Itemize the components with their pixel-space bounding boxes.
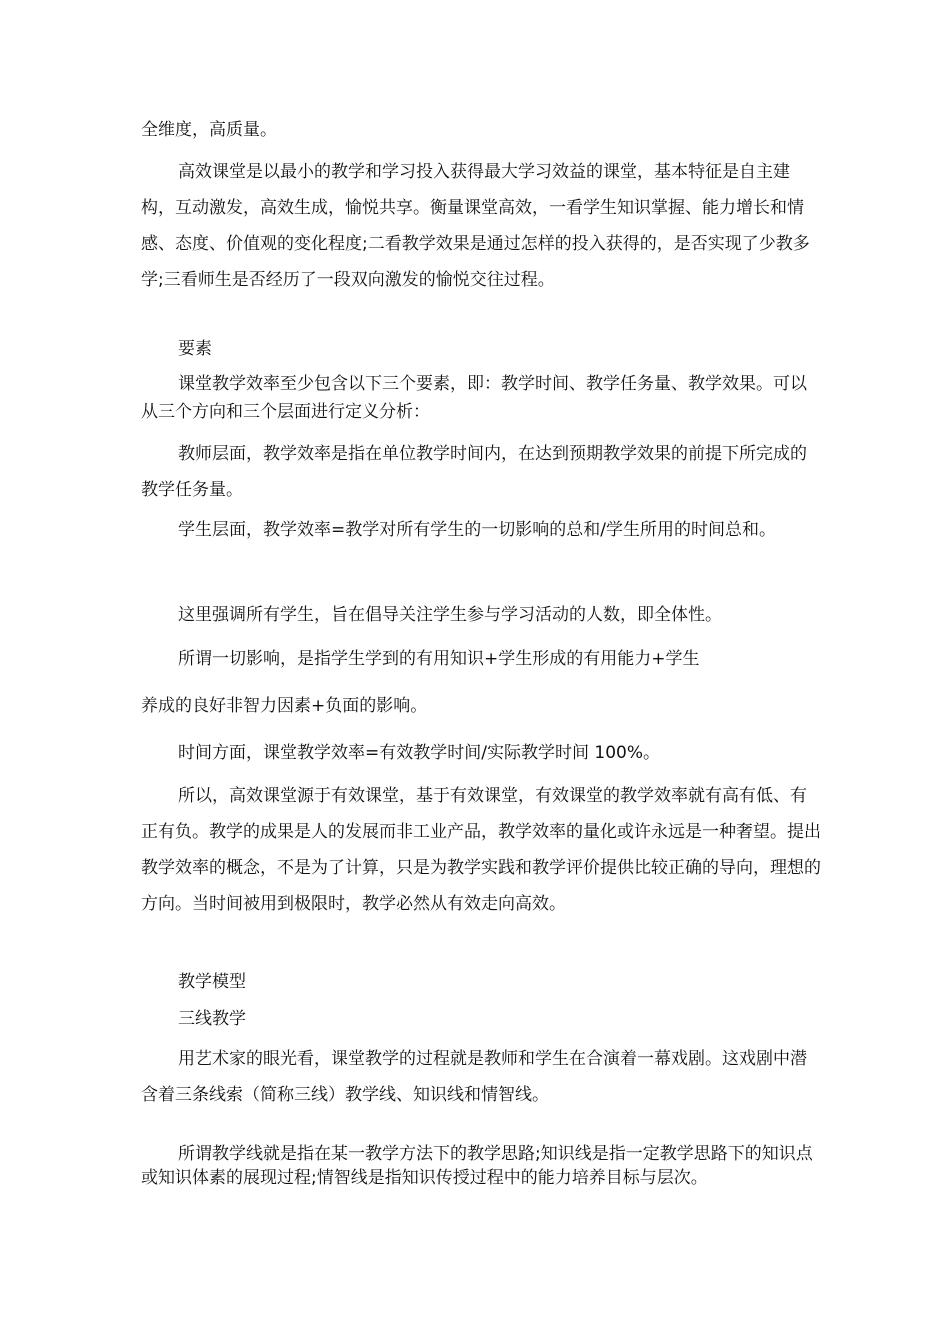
paragraph-all-influence: 所谓一切影响，是指学生学到的有用知识+学生形成的有用能力+学生 — [178, 649, 700, 669]
paragraph-all-students: 这里强调所有学生，旨在倡导关注学生参与学习活动的人数，即全体性。 — [178, 605, 722, 625]
heading-teaching-model: 教学模型 — [178, 972, 246, 992]
heading-elements: 要素 — [178, 339, 212, 359]
paragraph-intro-fragment: 全维度，高质量。 — [141, 120, 277, 140]
paragraph-drama-metaphor: 用艺术家的眼光看，课堂教学的过程就是教师和学生在合演着一幕戏剧。这戏剧中潜含着三条线索（简称三线）教学线、知识线和情智线。 — [141, 1049, 807, 1105]
paragraph-time-aspect: 时间方面，课堂教学效率=有效教学时间/实际教学时间 100%。 — [178, 743, 660, 763]
paragraph-three-elements: 课堂教学效率至少包含以下三个要素，即：教学时间、教学任务量、教学效果。可以从三个方向和三个层面进行定义分析： — [141, 374, 807, 422]
heading-three-lines: 三线教学 — [178, 1009, 246, 1029]
paragraph-three-lines-definition: 所谓教学线就是指在某一教学方法下的教学思路;知识线是指一定教学思路下的知识点或知识体素的展现过程;情智线是指知识传授过程中的能力培养目标与层次。 — [141, 1144, 813, 1188]
paragraph-efficient-classroom: 高效课堂是以最小的教学和学习投入获得最大学习效益的课堂，基本特征是自主建构，互动激发，高效生成，愉悦共享。衡量课堂高效，一看学生知识掌握、能力增长和情感、态度、价值观的变化程度;二看教学效果是通过怎样的投入获得的，是否实现了少教多学;三看师生是否经历了一段双向激发的愉悦交往过程。 — [141, 162, 810, 290]
paragraph-all-influence-cont: 养成的良好非智力因素+负面的影响。 — [141, 696, 428, 716]
paragraph-conclusion: 所以，高效课堂源于有效课堂，基于有效课堂，有效课堂的教学效率就有高有低、有正有负。教学的成果是人的发展而非工业产品，教学效率的量化或许永远是一种奢望。提出教学效率的概念，不是为了计算，只是为教学实践和教学评价提供比较正确的导向，理想的方向。当时间被用到极限时，教学必然从有效走向高效。 — [141, 786, 821, 914]
paragraph-student-level: 学生层面，教学效率=教学对所有学生的一切影响的总和/学生所用的时间总和。 — [178, 520, 776, 540]
paragraph-teacher-level: 教师层面，教学效率是指在单位教学时间内，在达到预期教学效果的前提下所完成的教学任务量。 — [141, 444, 807, 500]
